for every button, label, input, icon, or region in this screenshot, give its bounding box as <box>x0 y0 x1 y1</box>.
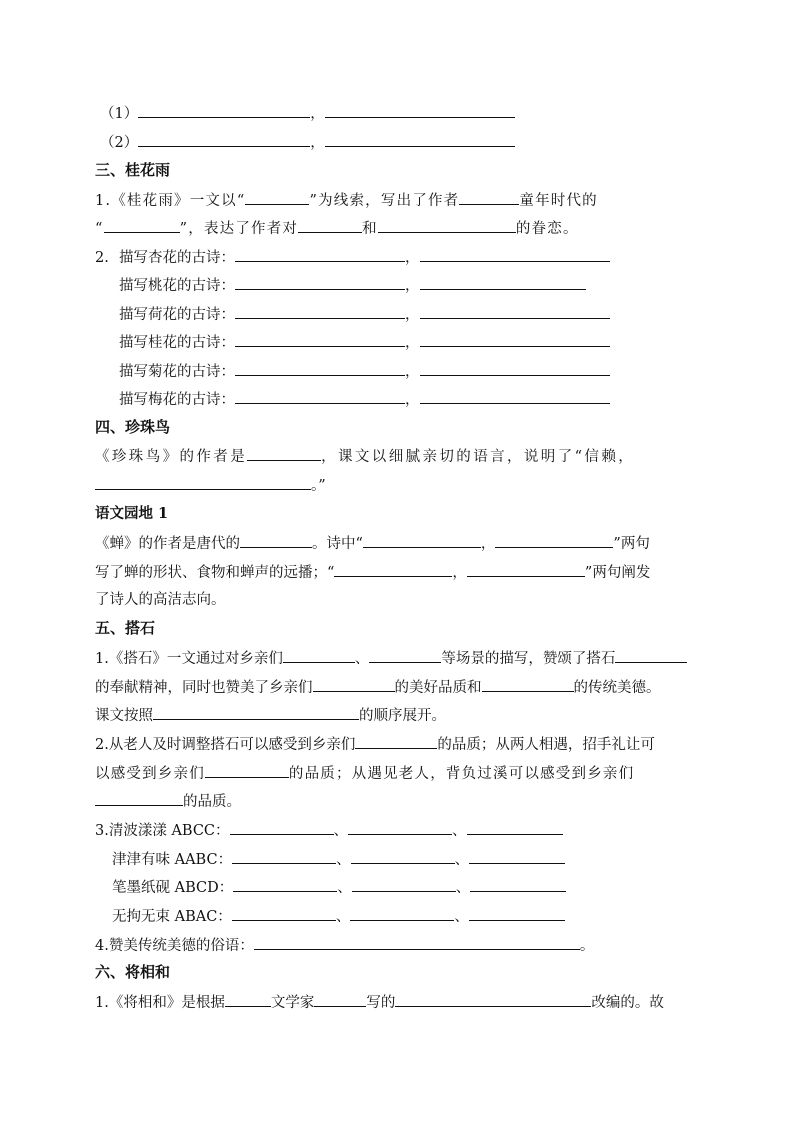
answer-blank[interactable] <box>314 992 366 1007</box>
question-text: 1.《将相和》是根据 文学家 写的 改编的。故 <box>95 992 664 1012</box>
question-text: 的奉献精神，同时也赞美了乡亲们 的美好品质和 的传统美德。 <box>95 677 661 697</box>
question-text: 写了蝉的形状、食物和蝉声的远播；“ ， ”两句阐发 <box>95 562 650 582</box>
question-text: “ ”，表达了作者对 和 的眷恋。 <box>95 218 579 238</box>
question-text: 以感受到乡亲们 的品质；从遇见老人，背负过溪可以感受到乡亲们 <box>95 763 634 783</box>
answer-blank[interactable] <box>469 849 565 864</box>
answer-blank[interactable] <box>350 906 454 921</box>
question-text: 《蝉》的作者是唐代的 。诗中“ ， ”两句 <box>95 533 650 553</box>
answer-blank[interactable] <box>235 332 405 347</box>
word-pattern-line: 津津有味 AABC： 、 、 <box>112 849 565 869</box>
word-pattern-line: 3.清波漾漾 ABCC： 、 、 <box>95 820 563 840</box>
question-text: 4.赞美传统美德的俗语： 。 <box>95 935 594 955</box>
answer-blank[interactable] <box>395 992 591 1007</box>
question-text: 1.《搭石》一文通过对乡亲们 、 等场景的描写，赞颂了搭石 <box>95 648 687 668</box>
answer-blank[interactable] <box>245 190 309 205</box>
poem-line: 描写菊花的古诗： ， <box>119 361 610 381</box>
answer-blank[interactable] <box>247 446 321 461</box>
answer-blank[interactable] <box>235 304 405 319</box>
poem-line: 描写梅花的古诗： ， <box>119 389 610 409</box>
item-number: （2） <box>100 135 139 151</box>
answer-blank[interactable] <box>352 877 456 892</box>
section-heading: 四、珍珠鸟 <box>95 418 171 436</box>
section-heading: 语文园地 1 <box>95 505 169 522</box>
answer-blank[interactable] <box>420 332 610 347</box>
answer-blank[interactable] <box>235 389 405 404</box>
answer-blank[interactable] <box>205 763 289 778</box>
answer-blank[interactable] <box>225 992 271 1007</box>
answer-blank[interactable] <box>298 218 362 233</box>
answer-blank[interactable] <box>420 275 586 290</box>
answer-blank[interactable] <box>363 533 481 548</box>
answer-blank[interactable] <box>235 275 405 290</box>
answer-blank[interactable] <box>235 247 405 262</box>
answer-blank[interactable] <box>334 562 452 577</box>
answer-blank[interactable] <box>369 648 441 663</box>
answer-blank[interactable] <box>138 132 310 147</box>
section-heading: 六、将相和 <box>95 963 171 981</box>
answer-blank[interactable] <box>355 734 437 749</box>
answer-blank[interactable] <box>467 562 585 577</box>
answer-blank[interactable] <box>482 677 574 692</box>
answer-blank[interactable] <box>230 820 334 835</box>
answer-blank[interactable] <box>325 103 515 118</box>
answer-blank[interactable] <box>420 389 610 404</box>
question-text: 的品质。 <box>95 791 241 811</box>
answer-blank[interactable] <box>470 877 566 892</box>
answer-blank[interactable] <box>138 103 310 118</box>
answer-blank[interactable] <box>95 475 311 490</box>
answer-blank[interactable] <box>459 190 519 205</box>
answer-blank[interactable] <box>95 791 183 806</box>
poem-line: 2. 描写杏花的古诗： ， <box>95 247 610 267</box>
answer-blank[interactable] <box>153 705 359 720</box>
answer-blank[interactable] <box>325 132 515 147</box>
answer-blank[interactable] <box>420 247 610 262</box>
question-text: 了诗人的高洁志向。 <box>95 592 226 608</box>
answer-blank[interactable] <box>240 533 312 548</box>
answer-blank[interactable] <box>232 849 336 864</box>
poem-line: 描写桃花的古诗： ， <box>119 275 586 295</box>
answer-blank[interactable] <box>351 849 455 864</box>
answer-line-2: （2） ， <box>100 132 515 152</box>
question-text: 2.从老人及时调整搭石可以感受到乡亲们 的品质；从两人相遇，招手礼让可 <box>95 734 655 754</box>
question-text: 《珍珠鸟》的作者是 ，课文以细腻亲切的语言，说明了“信赖， <box>95 446 635 466</box>
answer-blank[interactable] <box>348 820 452 835</box>
answer-line-1: （1） ， <box>100 103 515 123</box>
question-text: 。” <box>95 475 326 495</box>
poem-line: 描写荷花的古诗： ， <box>119 304 610 324</box>
answer-blank[interactable] <box>283 648 355 663</box>
answer-blank[interactable] <box>420 361 610 376</box>
item-number: （1） <box>100 106 139 122</box>
question-text: 1.《桂花雨》一文以“ ”为线索，写出了作者 童年时代的 <box>95 190 598 210</box>
section-heading: 三、桂花雨 <box>95 161 171 179</box>
poem-line: 描写桂花的古诗： ， <box>119 332 610 352</box>
answer-blank[interactable] <box>254 935 580 950</box>
word-pattern-line: 无拘无束 ABAC： 、 、 <box>112 906 565 926</box>
answer-blank[interactable] <box>615 648 687 663</box>
item-number: 2. <box>95 250 109 266</box>
answer-blank[interactable] <box>233 877 337 892</box>
answer-blank[interactable] <box>467 820 563 835</box>
answer-blank[interactable] <box>469 906 565 921</box>
answer-blank[interactable] <box>235 361 405 376</box>
answer-blank[interactable] <box>495 533 613 548</box>
answer-blank[interactable] <box>104 218 180 233</box>
answer-blank[interactable] <box>313 677 395 692</box>
answer-blank[interactable] <box>232 906 336 921</box>
word-pattern-line: 笔墨纸砚 ABCD： 、 、 <box>112 877 566 897</box>
section-heading: 五、搭石 <box>95 619 156 637</box>
answer-blank[interactable] <box>378 218 516 233</box>
question-text: 课文按照 的顺序展开。 <box>95 705 446 725</box>
answer-blank[interactable] <box>420 304 610 319</box>
